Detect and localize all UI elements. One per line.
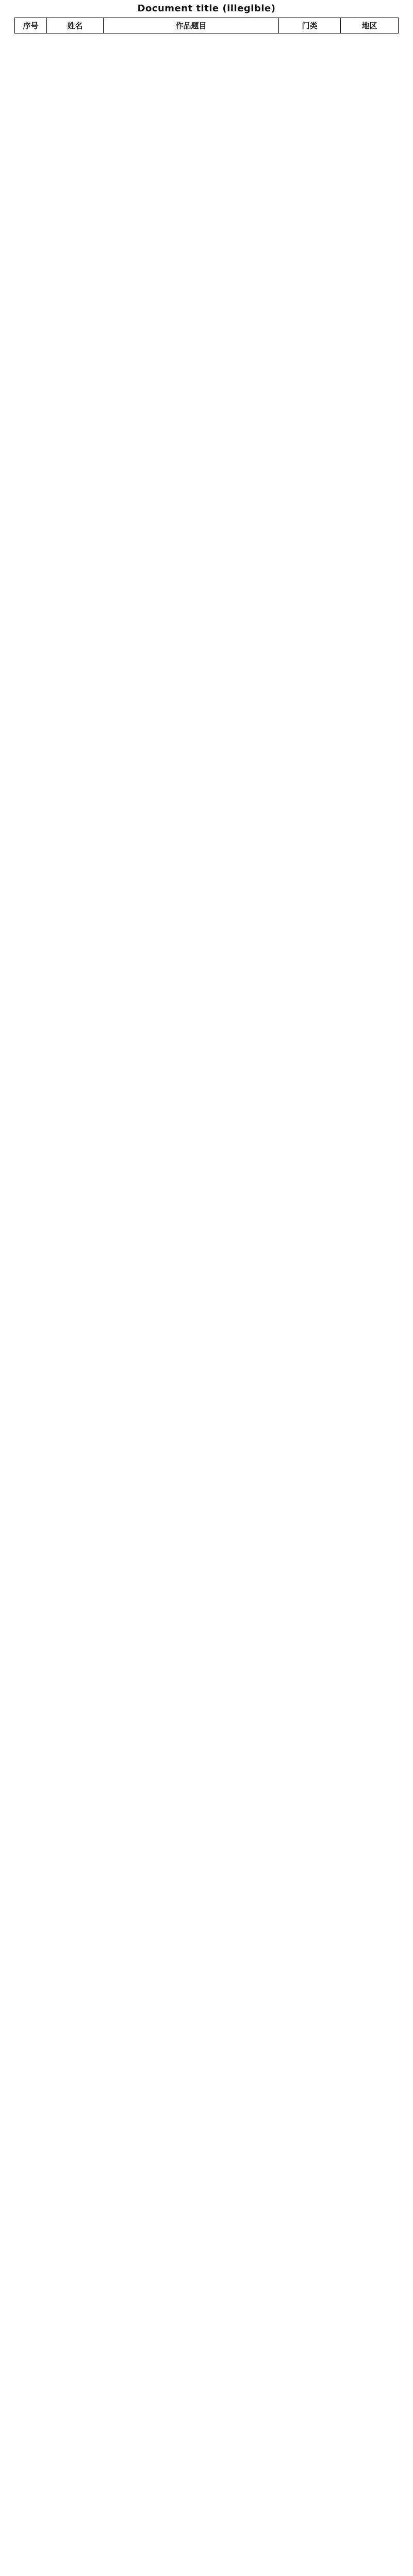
header-work-title: 作品题目: [104, 18, 279, 33]
roster-table: [14, 18, 399, 33]
header-region: 地区: [341, 18, 399, 33]
header-name: 姓名: [47, 18, 104, 33]
header-serial: 序号: [15, 18, 47, 33]
document-title: Document title (illegible): [137, 3, 276, 14]
table-header-row: [15, 18, 399, 33]
header-category: 门类: [279, 18, 341, 33]
